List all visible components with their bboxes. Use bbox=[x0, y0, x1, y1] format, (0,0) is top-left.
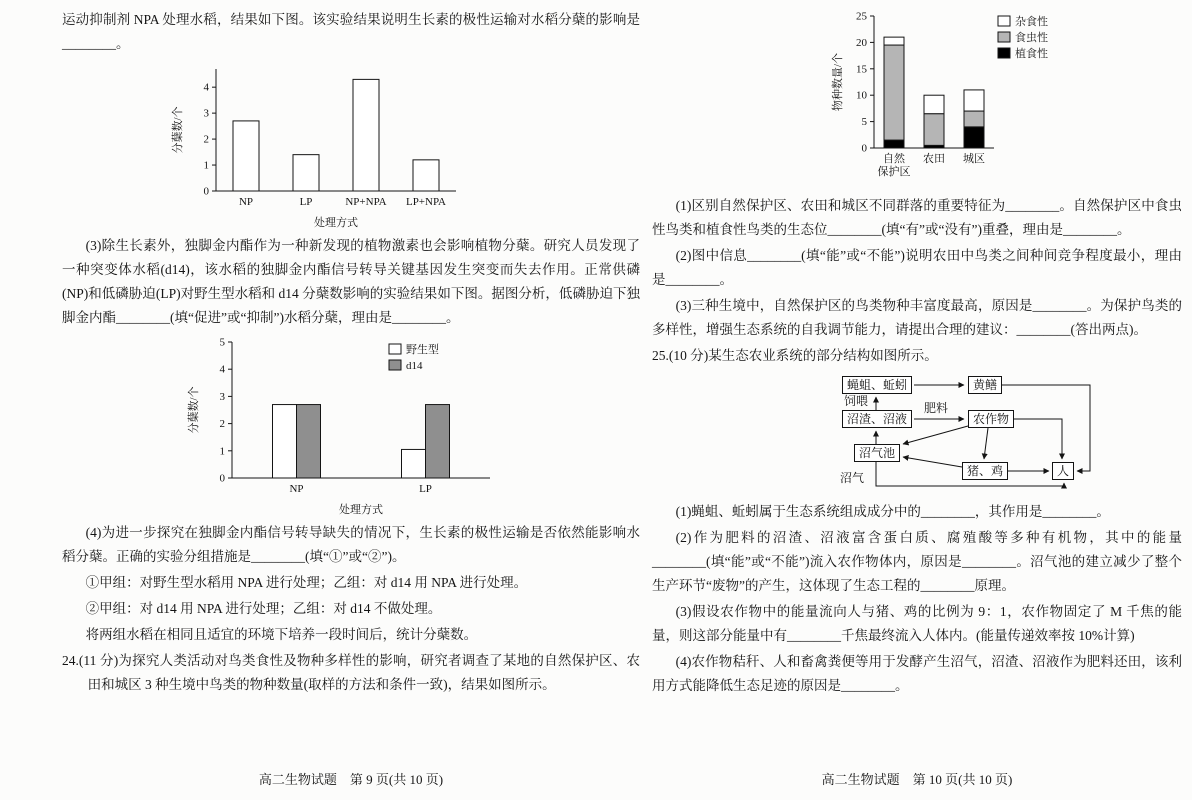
page-9-footer: 高二生物试题 第 9 页(共 10 页) bbox=[258, 772, 444, 787]
q23-3-text: (3)除生长素外，独脚金内酯作为一种新发现的植物激素也会影响植物分蘖。研究人员发现了一种突变体水稻(d14)，该水稻的独脚金内酯信号转导关键基因发生突变而失去作用。正常供磷(NP)和低磷胁迫(LP)对野生型水稻和 d14 分蘖数影响的实验结果如下图。据图分析，低磷胁迫下独脚金内酯________(填“促进”或“抑制”)水稻分蘖，理由是________。 bbox=[62, 238, 640, 326]
svg-text:植食性: 植食性 bbox=[1015, 48, 1048, 60]
svg-text:1: 1 bbox=[203, 159, 209, 172]
svg-text:2: 2 bbox=[219, 418, 225, 431]
npa-tiller-chart bbox=[168, 59, 640, 231]
node-eel: 黄鳝 bbox=[968, 376, 1002, 394]
q23-4-note: 将两组水稻在相同且适宜的环境下培养一段时间后，统计分蘖数。 bbox=[85, 627, 478, 643]
q23-4-option-1: ①甲组：对野生型水稻用 NPA 进行处理；乙组：对 d14 用 NPA 进行处理。 bbox=[85, 575, 528, 591]
svg-text:NP+NPA: NP+NPA bbox=[345, 196, 387, 209]
svg-text:野生型: 野生型 bbox=[406, 344, 439, 357]
svg-text:物种数量/个: 物种数量/个 bbox=[832, 52, 844, 112]
svg-text:处理方式: 处理方式 bbox=[314, 217, 358, 230]
svg-text:城区: 城区 bbox=[963, 153, 985, 165]
svg-text:4: 4 bbox=[219, 363, 225, 376]
q25-1-text: (1)蝇蛆、蚯蚓属于生态系统组成成分中的________，其作用是________。 bbox=[675, 504, 1110, 520]
svg-text:食虫性: 食虫性 bbox=[1015, 32, 1048, 44]
wildtype-d14-chart bbox=[184, 334, 640, 518]
svg-text:0: 0 bbox=[861, 142, 867, 155]
node-biogas-residue: 沼渣、沼液 bbox=[842, 410, 912, 428]
svg-text:0: 0 bbox=[219, 472, 225, 485]
svg-text:1: 1 bbox=[219, 445, 225, 458]
svg-text:LP+NPA: LP+NPA bbox=[405, 196, 447, 209]
page-9-column bbox=[62, 8, 640, 699]
node-human: 人 bbox=[1052, 462, 1074, 480]
q25-intro-text: 25.(10 分)某生态农业系统的部分结构如图所示。 bbox=[652, 348, 938, 364]
edge-label-feed: 饲喂 bbox=[844, 394, 869, 409]
node-livestock: 猪、鸡 bbox=[962, 462, 1008, 480]
q25-2-text: (2)作为肥料的沼渣、沼液富含蛋白质、腐殖酸等多种有机物，其中的能量________(填“能”或“不能”)流入农作物体内，原因是________。沼气池的建立减少了整个生产环节“废物”的产生，这体现了生态工程的________原理。 bbox=[652, 530, 1182, 594]
q25-3-text: (3)假设农作物中的能量流向人与猪、鸡的比例为 9：1，农作物固定了 M 千焦的能量，则这部分能量中有________千焦最终流入人体内。(能量传递效率按 10%计算) bbox=[652, 604, 1182, 644]
svg-text:分蘖数/个: 分蘖数/个 bbox=[188, 386, 200, 434]
q25-4-text: (4)农作物秸秆、人和畜禽粪便等用于发酵产生沼气，沼渣、沼液作为肥料还田，该利用方式能降低生态足迹的原因是________。 bbox=[652, 654, 1182, 694]
svg-text:LP: LP bbox=[299, 196, 313, 209]
svg-text:农田: 农田 bbox=[923, 153, 945, 165]
svg-text:杂食性: 杂食性 bbox=[1015, 16, 1048, 28]
node-maggots-earthworms: 蝇蛆、蚯蚓 bbox=[842, 376, 912, 394]
q24-2-text: (2)图中信息________(填“能”或“不能”)说明农田中鸟类之间种间竞争程度最小，理由是________。 bbox=[652, 248, 1182, 288]
bird-species-chart bbox=[828, 8, 1182, 190]
svg-text:4: 4 bbox=[203, 81, 209, 94]
q23-4-option-2: ②甲组：对 d14 用 NPA 进行处理；乙组：对 d14 不做处理。 bbox=[85, 601, 442, 617]
svg-text:NP: NP bbox=[289, 483, 304, 496]
svg-text:5: 5 bbox=[861, 116, 867, 129]
svg-text:25: 25 bbox=[856, 10, 867, 23]
svg-text:3: 3 bbox=[219, 390, 225, 403]
edge-label-biogas: 沼气 bbox=[840, 471, 865, 486]
q24-1-text: (1)区别自然保护区、农田和城区不同群落的重要特征为________。自然保护区中食虫性鸟类和植食性鸟类的生态位________(填“有”或“没有”)重叠，理由是________。 bbox=[652, 198, 1182, 238]
svg-text:自然: 自然 bbox=[883, 153, 905, 165]
svg-text:10: 10 bbox=[856, 89, 867, 102]
svg-text:15: 15 bbox=[856, 63, 867, 76]
page-10-column bbox=[652, 8, 1182, 700]
svg-text:处理方式: 处理方式 bbox=[339, 504, 383, 517]
svg-text:2: 2 bbox=[203, 133, 209, 146]
svg-text:0: 0 bbox=[203, 185, 209, 198]
svg-text:NP: NP bbox=[238, 196, 254, 209]
page-10-footer: 高二生物试题 第 10 页(共 10 页) bbox=[821, 772, 1013, 787]
q24-3-text: (3)三种生境中，自然保护区的鸟类物种丰富度最高，原因是________。为保护鸟类的多样性，增强生态系统的自我调节能力，请提出合理的建议：________(答出两点)。 bbox=[652, 298, 1182, 338]
svg-text:3: 3 bbox=[203, 107, 209, 120]
svg-text:分蘖数/个: 分蘖数/个 bbox=[172, 106, 184, 154]
q23-4-text: (4)为进一步探究在独脚金内酯信号转导缺失的情况下，生长素的极性运输是否依然能影响水稻分蘖。正确的实验分组措施是________(填“①”或“②”)。 bbox=[62, 525, 640, 565]
svg-text:LP: LP bbox=[419, 483, 432, 496]
svg-text:20: 20 bbox=[856, 36, 867, 49]
q24-intro-text: 24.(11 分)为探究人类活动对鸟类食性及物种多样性的影响，研究者调查了某地的自然保护区、农田和城区 3 种生境中鸟类的物种数量(取样的方法和条件一致)，结果如图所示。 bbox=[62, 653, 640, 693]
edge-label-fertilizer: 肥料 bbox=[924, 401, 949, 416]
svg-text:5: 5 bbox=[219, 336, 225, 349]
q25-ecosystem-diagram bbox=[836, 374, 1108, 494]
node-crops: 农作物 bbox=[968, 410, 1014, 428]
svg-text:d14: d14 bbox=[406, 360, 423, 373]
svg-text:保护区: 保护区 bbox=[877, 166, 911, 178]
node-digester: 沼气池 bbox=[854, 444, 900, 462]
q23-continuation-text: 运动抑制剂 NPA 处理水稻，结果如下图。该实验结果说明生长素的极性运输对水稻分蘖的影响是________。 bbox=[62, 12, 640, 52]
